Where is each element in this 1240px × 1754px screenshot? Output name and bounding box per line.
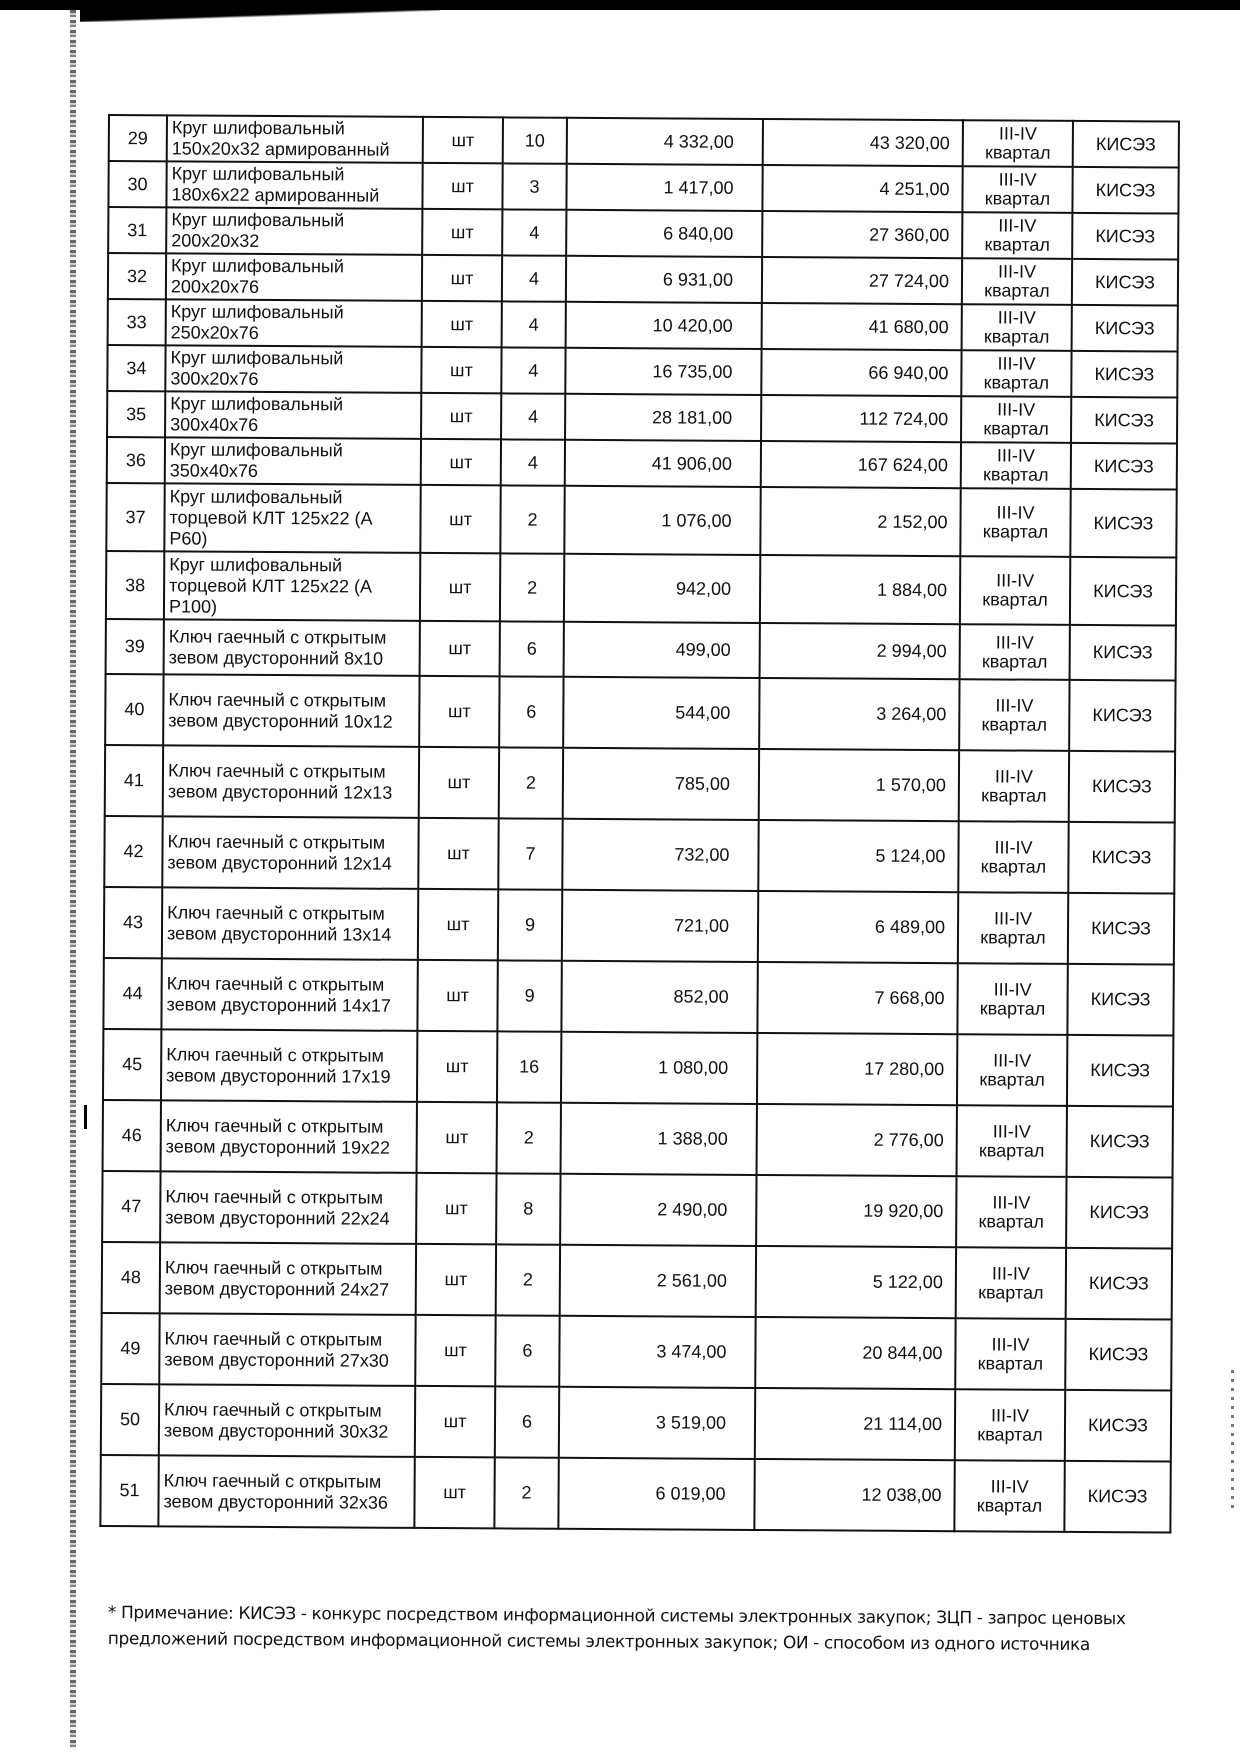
table-row bbox=[107, 437, 1177, 490]
item-name: Ключ гаечный с открытым зевом двусторонний 12х14 bbox=[162, 816, 418, 889]
total-sum: 2 776,00 bbox=[757, 1104, 957, 1176]
delivery-period: III-IV квартал bbox=[957, 1105, 1067, 1177]
delivery-period: III-IV квартал bbox=[960, 488, 1070, 557]
table-row bbox=[101, 1313, 1171, 1391]
total-sum: 3 264,00 bbox=[759, 678, 959, 750]
unit-of-measure: шт bbox=[418, 889, 498, 960]
item-name: Круг шлифовальный 200х20х76 bbox=[166, 253, 422, 301]
delivery-period: III-IV квартал bbox=[961, 396, 1071, 443]
procurement-method: КИСЭЗ bbox=[1068, 893, 1174, 965]
unit-of-measure: шт bbox=[417, 960, 497, 1031]
procurement-method: КИСЭЗ bbox=[1072, 305, 1178, 352]
table-row bbox=[106, 619, 1176, 681]
total-sum: 1 570,00 bbox=[759, 749, 959, 821]
unit-of-measure: шт bbox=[420, 485, 500, 553]
delivery-period: III-IV квартал bbox=[963, 120, 1073, 167]
total-sum: 4 251,00 bbox=[762, 165, 962, 212]
scan-edge-shadow bbox=[80, 10, 440, 22]
row-number: 30 bbox=[108, 161, 166, 207]
quantity: 4 bbox=[502, 301, 566, 347]
table-row bbox=[105, 674, 1175, 752]
item-name: Ключ гаечный с открытым зевом двусторонний 13х14 bbox=[162, 887, 418, 960]
table-row bbox=[109, 115, 1179, 168]
item-name: Ключ гаечный с открытым зевом двусторонний 8х10 bbox=[164, 619, 420, 676]
item-name: Ключ гаечный с открытым зевом двусторонний 24х27 bbox=[160, 1242, 416, 1315]
total-sum: 27 360,00 bbox=[762, 211, 962, 258]
item-name: Ключ гаечный с открытым зевом двусторонний 32х36 bbox=[158, 1455, 414, 1528]
procurement-method: КИСЭЗ bbox=[1072, 213, 1178, 260]
unit-price: 1 417,00 bbox=[566, 164, 762, 211]
table-row bbox=[102, 1242, 1172, 1320]
delivery-period: III-IV квартал bbox=[955, 1318, 1065, 1390]
delivery-period: III-IV квартал bbox=[958, 821, 1068, 893]
procurement-method: КИСЭЗ bbox=[1073, 121, 1179, 168]
unit-price: 2 490,00 bbox=[560, 1174, 756, 1246]
row-number: 48 bbox=[102, 1242, 160, 1313]
item-name: Круг шлифовальный 300х40х76 bbox=[165, 391, 421, 439]
procurement-method: КИСЭЗ bbox=[1065, 1390, 1171, 1462]
unit-of-measure: шт bbox=[418, 818, 498, 889]
procurement-method: КИСЭЗ bbox=[1064, 1461, 1170, 1533]
procurement-method: КИСЭЗ bbox=[1070, 489, 1176, 558]
quantity: 9 bbox=[498, 889, 562, 960]
delivery-period: III-IV квартал bbox=[962, 304, 1072, 351]
quantity: 2 bbox=[500, 553, 564, 621]
table-row bbox=[104, 816, 1174, 894]
unit-of-measure: шт bbox=[422, 163, 502, 209]
procurement-method: КИСЭЗ bbox=[1072, 167, 1178, 214]
delivery-period: III-IV квартал bbox=[961, 350, 1071, 397]
total-sum: 21 114,00 bbox=[755, 1388, 955, 1460]
procurement-method: КИСЭЗ bbox=[1072, 259, 1178, 306]
table-row bbox=[105, 745, 1175, 823]
item-name: Круг шлифовальный торцевой КЛТ 125х22 (А Р100) bbox=[164, 551, 420, 621]
total-sum: 167 624,00 bbox=[761, 441, 961, 488]
row-number: 39 bbox=[106, 619, 164, 674]
table-row bbox=[108, 161, 1178, 214]
unit-price: 1 076,00 bbox=[564, 486, 760, 555]
total-sum: 7 668,00 bbox=[757, 962, 957, 1034]
procurement-method: КИСЭЗ bbox=[1065, 1319, 1171, 1391]
unit-of-measure: шт bbox=[415, 1315, 495, 1386]
table-body bbox=[100, 115, 1179, 1533]
quantity: 6 bbox=[495, 1315, 559, 1386]
row-number: 51 bbox=[100, 1455, 158, 1526]
quantity: 2 bbox=[500, 485, 564, 553]
delivery-period: III-IV квартал bbox=[960, 556, 1070, 625]
unit-of-measure: шт bbox=[422, 301, 502, 347]
table-row bbox=[103, 958, 1173, 1036]
unit-price: 6 019,00 bbox=[558, 1458, 754, 1530]
unit-price: 6 840,00 bbox=[566, 210, 762, 257]
unit-price: 10 420,00 bbox=[566, 302, 762, 349]
total-sum: 41 680,00 bbox=[762, 303, 962, 350]
procurement-method: КИСЭЗ bbox=[1069, 680, 1175, 752]
delivery-period: III-IV квартал bbox=[956, 1176, 1066, 1248]
procurement-method: КИСЭЗ bbox=[1068, 822, 1174, 894]
quantity: 8 bbox=[496, 1173, 560, 1244]
total-sum: 12 038,00 bbox=[754, 1459, 954, 1531]
table-row bbox=[106, 551, 1176, 626]
total-sum: 20 844,00 bbox=[755, 1317, 955, 1389]
delivery-period: III-IV квартал bbox=[955, 1389, 1065, 1461]
unit-of-measure: шт bbox=[417, 1031, 497, 1102]
table-row bbox=[100, 1455, 1170, 1533]
unit-of-measure: шт bbox=[421, 393, 501, 439]
delivery-period: III-IV квартал bbox=[957, 1034, 1067, 1106]
scan-edge-top bbox=[0, 0, 1240, 10]
row-number: 43 bbox=[104, 887, 162, 958]
unit-price: 852,00 bbox=[561, 961, 757, 1033]
quantity: 10 bbox=[503, 117, 567, 163]
quantity: 4 bbox=[501, 439, 565, 485]
total-sum: 5 122,00 bbox=[756, 1246, 956, 1318]
delivery-period: III-IV квартал bbox=[958, 892, 1068, 964]
unit-of-measure: шт bbox=[419, 747, 499, 818]
unit-price: 721,00 bbox=[562, 890, 758, 962]
total-sum: 66 940,00 bbox=[761, 349, 961, 396]
unit-price: 499,00 bbox=[564, 622, 760, 678]
scan-artifact-mark bbox=[84, 1105, 87, 1129]
table-row bbox=[106, 483, 1176, 558]
unit-price: 1 080,00 bbox=[561, 1032, 757, 1104]
unit-price: 3 519,00 bbox=[559, 1387, 755, 1459]
row-number: 45 bbox=[103, 1029, 161, 1100]
row-number: 50 bbox=[101, 1384, 159, 1455]
row-number: 37 bbox=[106, 483, 164, 551]
unit-price: 942,00 bbox=[564, 554, 760, 623]
delivery-period: III-IV квартал bbox=[956, 1247, 1066, 1319]
procurement-method: КИСЭЗ bbox=[1067, 964, 1173, 1036]
row-number: 47 bbox=[102, 1171, 160, 1242]
item-name: Круг шлифовальный 300х20х76 bbox=[165, 345, 421, 393]
procurement-method: КИСЭЗ bbox=[1071, 351, 1177, 398]
procurement-method: КИСЭЗ bbox=[1070, 625, 1176, 681]
quantity: 6 bbox=[499, 676, 563, 747]
unit-of-measure: шт bbox=[422, 255, 502, 301]
unit-of-measure: шт bbox=[419, 676, 499, 747]
procurement-method: КИСЭЗ bbox=[1071, 397, 1177, 444]
row-number: 49 bbox=[101, 1313, 159, 1384]
total-sum: 5 124,00 bbox=[758, 820, 958, 892]
total-sum: 112 724,00 bbox=[761, 395, 961, 442]
scan-edge-left bbox=[70, 10, 76, 1750]
delivery-period: III-IV квартал bbox=[962, 212, 1072, 259]
quantity: 4 bbox=[502, 255, 566, 301]
delivery-period: III-IV квартал bbox=[962, 258, 1072, 305]
unit-of-measure: шт bbox=[422, 209, 502, 255]
item-name: Ключ гаечный с открытым зевом двусторонний 17х19 bbox=[161, 1029, 417, 1102]
unit-price: 3 474,00 bbox=[559, 1316, 755, 1388]
unit-price: 2 561,00 bbox=[560, 1245, 756, 1317]
row-number: 36 bbox=[107, 437, 165, 483]
quantity: 4 bbox=[501, 393, 565, 439]
item-name: Круг шлифовальный 150х20х32 армированный bbox=[167, 115, 423, 163]
unit-price: 41 906,00 bbox=[565, 440, 761, 487]
unit-of-measure: шт bbox=[421, 439, 501, 485]
procurement-method: КИСЭЗ bbox=[1071, 443, 1177, 490]
procurement-method: КИСЭЗ bbox=[1070, 557, 1176, 626]
delivery-period: III-IV квартал bbox=[954, 1460, 1064, 1532]
table-row bbox=[103, 1029, 1173, 1107]
table-row bbox=[102, 1171, 1172, 1249]
delivery-period: III-IV квартал bbox=[959, 679, 1069, 751]
unit-of-measure: шт bbox=[423, 117, 503, 163]
total-sum: 2 152,00 bbox=[760, 487, 960, 556]
row-number: 29 bbox=[109, 115, 167, 161]
total-sum: 43 320,00 bbox=[763, 119, 963, 166]
total-sum: 2 994,00 bbox=[760, 623, 960, 679]
table-row bbox=[108, 207, 1178, 260]
row-number: 35 bbox=[107, 391, 165, 437]
table-row bbox=[103, 1100, 1173, 1178]
quantity: 4 bbox=[502, 209, 566, 255]
item-name: Ключ гаечный с открытым зевом двусторонний 12х13 bbox=[163, 745, 419, 818]
unit-of-measure: шт bbox=[420, 621, 500, 676]
quantity: 6 bbox=[495, 1386, 559, 1457]
unit-of-measure: шт bbox=[416, 1244, 496, 1315]
unit-price: 785,00 bbox=[563, 748, 759, 820]
scan-artifact-dots bbox=[1231, 1370, 1234, 1510]
row-number: 40 bbox=[105, 674, 163, 745]
row-number: 32 bbox=[108, 253, 166, 299]
total-sum: 17 280,00 bbox=[757, 1033, 957, 1105]
quantity: 16 bbox=[497, 1031, 561, 1102]
quantity: 2 bbox=[494, 1457, 558, 1528]
unit-of-measure: шт bbox=[415, 1386, 495, 1457]
table-row bbox=[107, 345, 1177, 398]
total-sum: 1 884,00 bbox=[760, 555, 960, 624]
item-name: Ключ гаечный с открытым зевом двусторонний 14х17 bbox=[161, 958, 417, 1031]
item-name: Круг шлифовальный 180х6х22 армированный bbox=[166, 161, 422, 209]
procurement-method: КИСЭЗ bbox=[1067, 1106, 1173, 1178]
unit-of-measure: шт bbox=[416, 1173, 496, 1244]
footnote: * Примечание: КИСЭЗ - конкурс посредством информационной системы электронных закупок; ЗЦП - запрос ценовых предложений посредством информационной системы электронных закупок; ОИ - способом из одного источника bbox=[107, 1603, 1126, 1655]
delivery-period: III-IV квартал bbox=[960, 624, 1070, 680]
unit-price: 732,00 bbox=[562, 819, 758, 891]
item-name: Ключ гаечный с открытым зевом двусторонний 19х22 bbox=[161, 1100, 417, 1173]
table-row bbox=[108, 299, 1178, 352]
quantity: 6 bbox=[500, 621, 564, 676]
row-number: 44 bbox=[103, 958, 161, 1029]
procurement-method: КИСЭЗ bbox=[1067, 1035, 1173, 1107]
unit-price: 28 181,00 bbox=[565, 394, 761, 441]
unit-of-measure: шт bbox=[417, 1102, 497, 1173]
unit-price: 16 735,00 bbox=[565, 348, 761, 395]
row-number: 41 bbox=[105, 745, 163, 816]
table-row bbox=[104, 887, 1174, 965]
unit-of-measure: шт bbox=[420, 553, 500, 621]
quantity: 4 bbox=[501, 347, 565, 393]
row-number: 42 bbox=[104, 816, 162, 887]
table-row bbox=[108, 253, 1178, 306]
quantity: 7 bbox=[498, 818, 562, 889]
quantity: 2 bbox=[499, 747, 563, 818]
procurement-method: КИСЭЗ bbox=[1066, 1248, 1172, 1320]
item-name: Ключ гаечный с открытым зевом двусторонний 10х12 bbox=[163, 674, 419, 747]
unit-of-measure: шт bbox=[421, 347, 501, 393]
total-sum: 6 489,00 bbox=[758, 891, 958, 963]
row-number: 34 bbox=[107, 345, 165, 391]
item-name: Круг шлифовальный 200х20х32 bbox=[166, 207, 422, 255]
unit-of-measure: шт bbox=[414, 1457, 494, 1528]
quantity: 2 bbox=[497, 1102, 561, 1173]
unit-price: 1 388,00 bbox=[561, 1103, 757, 1175]
unit-price: 6 931,00 bbox=[566, 256, 762, 303]
item-name: Ключ гаечный с открытым зевом двусторонний 22х24 bbox=[160, 1171, 416, 1244]
item-name: Круг шлифовальный 350х40х76 bbox=[165, 437, 421, 485]
delivery-period: III-IV квартал bbox=[961, 442, 1071, 489]
quantity: 2 bbox=[496, 1244, 560, 1315]
delivery-period: III-IV квартал bbox=[957, 963, 1067, 1035]
procurement-table bbox=[99, 114, 1180, 1534]
quantity: 9 bbox=[497, 960, 561, 1031]
total-sum: 19 920,00 bbox=[756, 1175, 956, 1247]
delivery-period: III-IV квартал bbox=[962, 166, 1072, 213]
procurement-method: КИСЭЗ bbox=[1066, 1177, 1172, 1249]
row-number: 33 bbox=[108, 299, 166, 345]
quantity: 3 bbox=[502, 163, 566, 209]
item-name: Ключ гаечный с открытым зевом двусторонний 27х30 bbox=[159, 1313, 415, 1386]
total-sum: 27 724,00 bbox=[762, 257, 962, 304]
row-number: 46 bbox=[103, 1100, 161, 1171]
table-row bbox=[107, 391, 1177, 444]
procurement-method: КИСЭЗ bbox=[1069, 751, 1175, 823]
row-number: 31 bbox=[108, 207, 166, 253]
item-name: Круг шлифовальный 250х20х76 bbox=[166, 299, 422, 347]
unit-price: 544,00 bbox=[563, 677, 759, 749]
row-number: 38 bbox=[106, 551, 164, 619]
item-name: Ключ гаечный с открытым зевом двусторонний 30х32 bbox=[159, 1384, 415, 1457]
table-row bbox=[101, 1384, 1171, 1462]
delivery-period: III-IV квартал bbox=[959, 750, 1069, 822]
item-name: Круг шлифовальный торцевой КЛТ 125х22 (А Р60) bbox=[164, 483, 420, 553]
unit-price: 4 332,00 bbox=[567, 118, 763, 165]
